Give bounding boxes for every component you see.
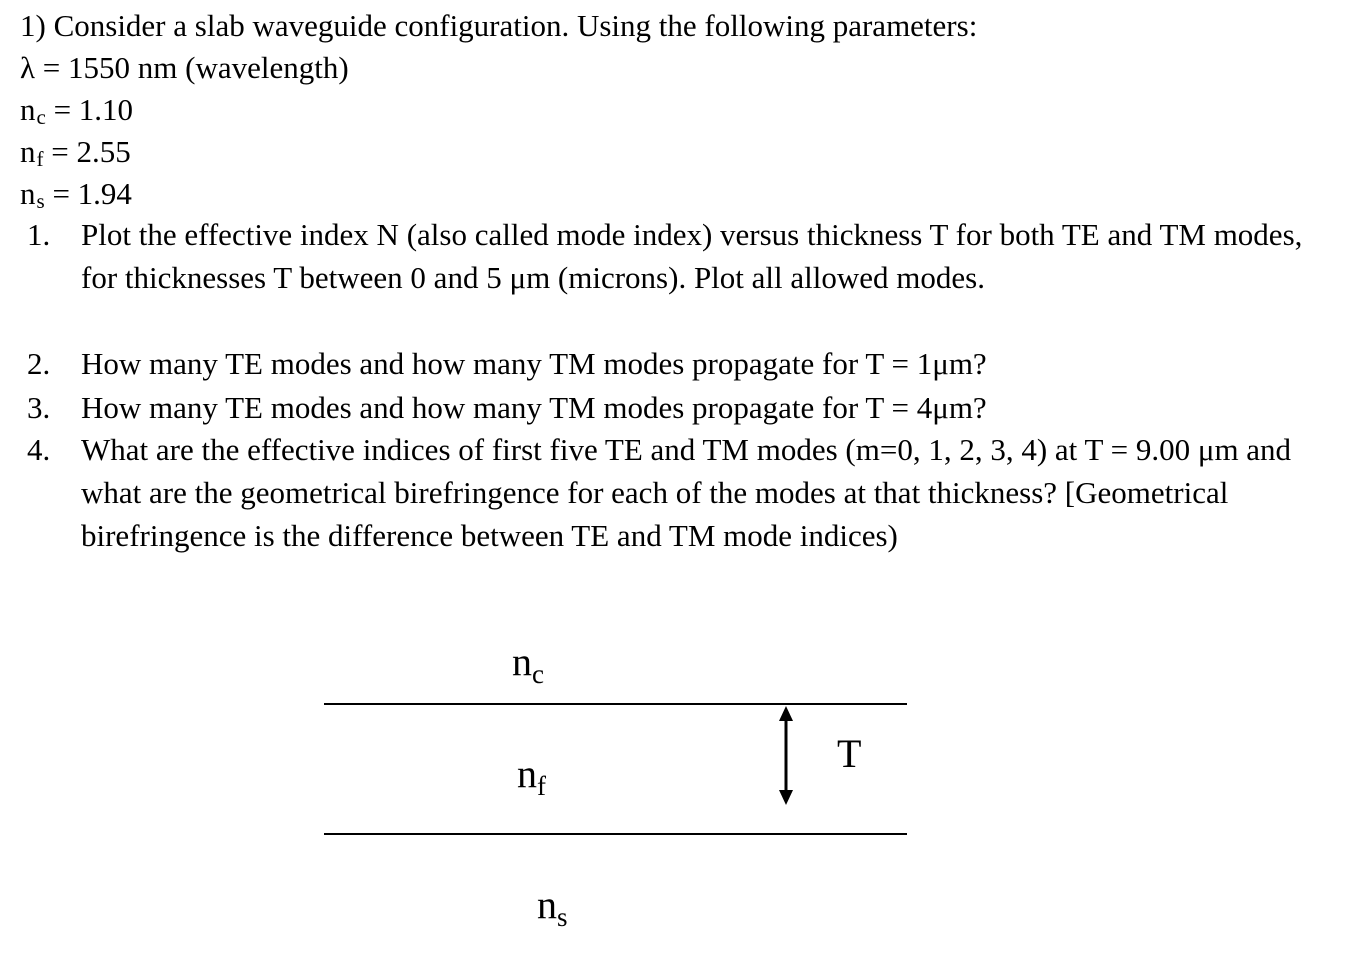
- param-value: = 1550 nm (wavelength): [35, 50, 349, 85]
- question-number: 1.: [27, 217, 51, 252]
- param-symbol: n: [20, 92, 36, 127]
- param-symbol: n: [20, 176, 36, 211]
- param-symbol: n: [20, 134, 36, 169]
- question-text: What are the effective indices of first five TE and TM modes (m=0, 1, 2, 3, 4) at T = 9.00 μm and what are the geometrical birefringence for each of the modes at that thickness? [Geometrical birefringence is the difference between TE and TM mode indices): [81, 432, 1292, 553]
- film-index-label: [517, 752, 546, 800]
- question-text: How many TE modes and how many TM modes propagate for T = 1μm?: [81, 346, 987, 381]
- param-value: = 1.10: [45, 92, 134, 127]
- question-text: How many TE modes and how many TM modes propagate for T = 4μm?: [81, 390, 987, 425]
- param-value: = 1.94: [44, 176, 132, 211]
- label-main: n: [537, 882, 557, 927]
- param-subscript: c: [36, 105, 46, 129]
- label-subscript: c: [532, 659, 544, 689]
- thickness-arrow-icon: [779, 706, 793, 805]
- param-value: = 2.55: [43, 134, 131, 169]
- problem-heading: 1) Consider a slab waveguide configuration. Using the following parameters:: [20, 8, 978, 43]
- thickness-label: T: [837, 731, 862, 776]
- cladding-index-label: [512, 640, 544, 688]
- label-subscript: f: [537, 771, 546, 801]
- substrate-index-label: [537, 883, 568, 931]
- label-subscript: s: [557, 902, 568, 932]
- param-symbol: λ: [20, 50, 36, 85]
- label-main: n: [512, 639, 532, 684]
- label-main: n: [517, 751, 537, 796]
- question-number: 2.: [27, 346, 51, 381]
- question-number: 3.: [27, 390, 51, 425]
- param-subscript: f: [36, 147, 44, 171]
- question-number: 4.: [27, 432, 51, 467]
- question-text: Plot the effective index N (also called mode index) versus thickness T for both TE and TM modes, for thicknesses T between 0 and 5 μm (microns). Plot all allowed modes.: [81, 217, 1303, 295]
- param-subscript: s: [36, 189, 45, 213]
